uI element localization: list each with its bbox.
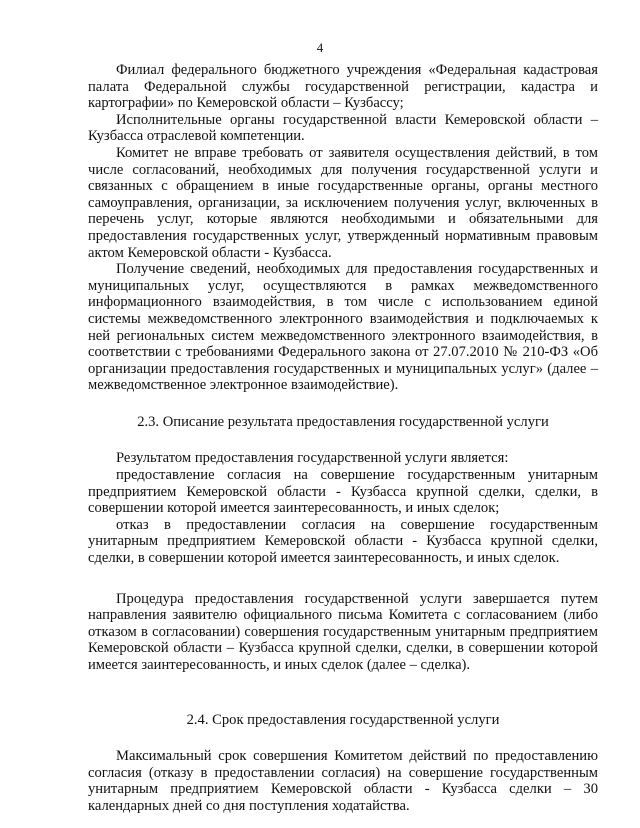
paragraph: Процедура предоставления государственной услуги завершается путем направления заявителю официального письма Комитета с согласованием (либо отказом в согласовании) совершения государственным унитарным предприятием Кемеровской области – Кузбасса крупной сделки, сделки, в совершении которой имеется заинтересованность, и иных сделок (далее – сделка). [88, 590, 598, 673]
list-item: предоставление согласия на совершение государственным унитарным предприятием Кемеровской области - Кузбасса крупной сделки, сделки, в совершении которой имеется заинтересованность, и иных сделок; [88, 467, 598, 517]
paragraph: Комитет не вправе требовать от заявителя осуществления действий, в том числе согласований, необходимых для получения государственной услуги и связанных с обращением в иные государственные органы, органы местного самоуправления, организации, за исключением получения услуг, включенных в перечень услуг, которые являются необходимыми и обязательными для предоставления государственных услуг, утвержденный нормативным правовым актом Кемеровской области - Кузбасса. [88, 144, 598, 261]
paragraph: Филиал федерального бюджетного учреждения «Федеральная кадастровая палата Федеральной службы государственной регистрации, кадастра и картографии» по Кемеровской области – Кузбассу; [88, 62, 598, 112]
paragraph: Результатом предоставления государственной услуги является: [116, 450, 509, 467]
section-heading: 2.4. Срок предоставления государственной услуги [186, 711, 500, 728]
document-body [88, 62, 598, 815]
section-heading: 2.3. Описание результата предоставления государственной услуги [137, 413, 549, 430]
paragraph: Получение сведений, необходимых для предоставления государственных и муниципальных услуг, осуществляются в рамках межведомственного информационного взаимодействия, в том числе с использованием единой системы межведомственного электронного взаимодействия и подключаемых к ней региональных систем межведомственного электронного взаимодействия, в соответствии с требованиями Федерального закона от 27.07.2010 № 210-ФЗ «Об организации предоставления государственных и муниципальных услуг» (далее – межведомственное электронное взаимодействие). [88, 261, 598, 394]
list-item: отказ в предоставлении согласия на совершение государственным унитарным предприятием Кемеровской области - Кузбасса крупной сделки, сделки, в совершении которой имеется заинтересованность, и иных сделок. [88, 516, 598, 567]
page-number: 4 [316, 40, 324, 55]
paragraph: Максимальный срок совершения Комитетом действий по предоставлению согласия (отказу в предоставлении согласия) на совершение государственным унитарным предприятием Кемеровской области - Кузбасса сделки – 30 календарных дней со дня поступления ходатайства. [88, 748, 598, 814]
paragraph: Исполнительные органы государственной власти Кемеровской области – Кузбасса отраслевой компетенции. [88, 111, 598, 145]
